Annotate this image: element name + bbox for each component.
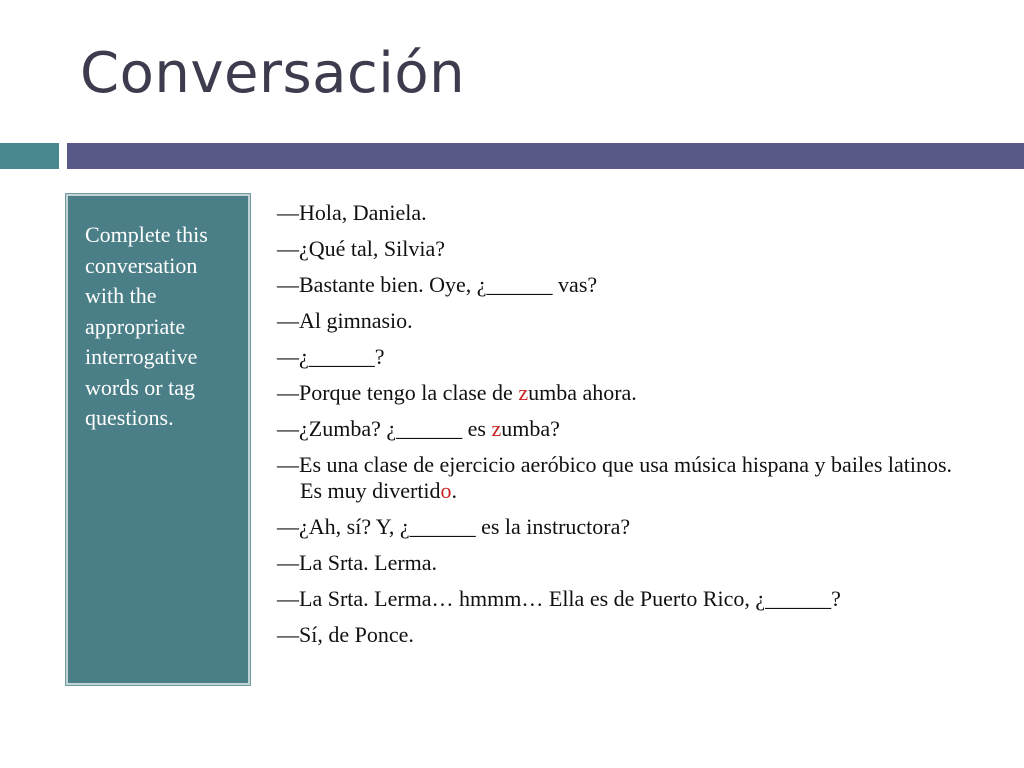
line-text: —Es una clase de ejercicio aeróbico que usa música hispana y bailes latinos. Es muy divertid bbox=[277, 452, 953, 503]
accent-bar-purple bbox=[67, 143, 1024, 169]
line-text: —Hola, Daniela. bbox=[277, 200, 427, 225]
line-text: —La Srta. Lerma… hmmm… Ella es de Puerto Rico, ¿______? bbox=[277, 586, 841, 611]
conversation-line-11 bbox=[277, 586, 967, 612]
conversation-line-5 bbox=[277, 344, 967, 370]
line-text: . bbox=[451, 478, 458, 503]
conversation-line-6 bbox=[277, 380, 967, 406]
instruction-box bbox=[66, 194, 250, 685]
line-text: —¿Zumba? ¿______ es bbox=[277, 416, 492, 441]
line-text: umba ahora. bbox=[528, 380, 637, 405]
line-text: —Bastante bien. Oye, ¿______ vas? bbox=[277, 272, 598, 297]
conversation-line-7 bbox=[277, 416, 967, 442]
line-text: umba? bbox=[501, 416, 560, 441]
line-text: —¿Ah, sí? Y, ¿______ es la instructora? bbox=[277, 514, 631, 539]
conversation-line-12 bbox=[277, 622, 967, 648]
conversation-line-8 bbox=[277, 452, 967, 504]
instruction-text: Complete this conversation with the appropriate interrogative words or tag questions. bbox=[85, 222, 208, 430]
highlighted-letter: z bbox=[518, 380, 529, 405]
line-text: —Sí, de Ponce. bbox=[277, 622, 414, 647]
highlighted-letter: o bbox=[440, 478, 452, 503]
conversation-line-10 bbox=[277, 550, 967, 576]
highlighted-letter: z bbox=[491, 416, 502, 441]
conversation-line-1 bbox=[277, 200, 967, 226]
accent-bar-teal bbox=[0, 143, 59, 169]
conversation-line-3 bbox=[277, 272, 967, 298]
line-text: —¿Qué tal, Silvia? bbox=[277, 236, 446, 261]
line-text: —¿______? bbox=[277, 344, 385, 369]
conversation-line-2 bbox=[277, 236, 967, 262]
conversation-list bbox=[277, 200, 967, 658]
slide-title: Conversación bbox=[80, 41, 466, 106]
conversation-line-9 bbox=[277, 514, 967, 540]
line-text: —Porque tengo la clase de bbox=[277, 380, 519, 405]
line-text: —Al gimnasio. bbox=[277, 308, 413, 333]
line-text: —La Srta. Lerma. bbox=[277, 550, 438, 575]
conversation-line-4 bbox=[277, 308, 967, 334]
